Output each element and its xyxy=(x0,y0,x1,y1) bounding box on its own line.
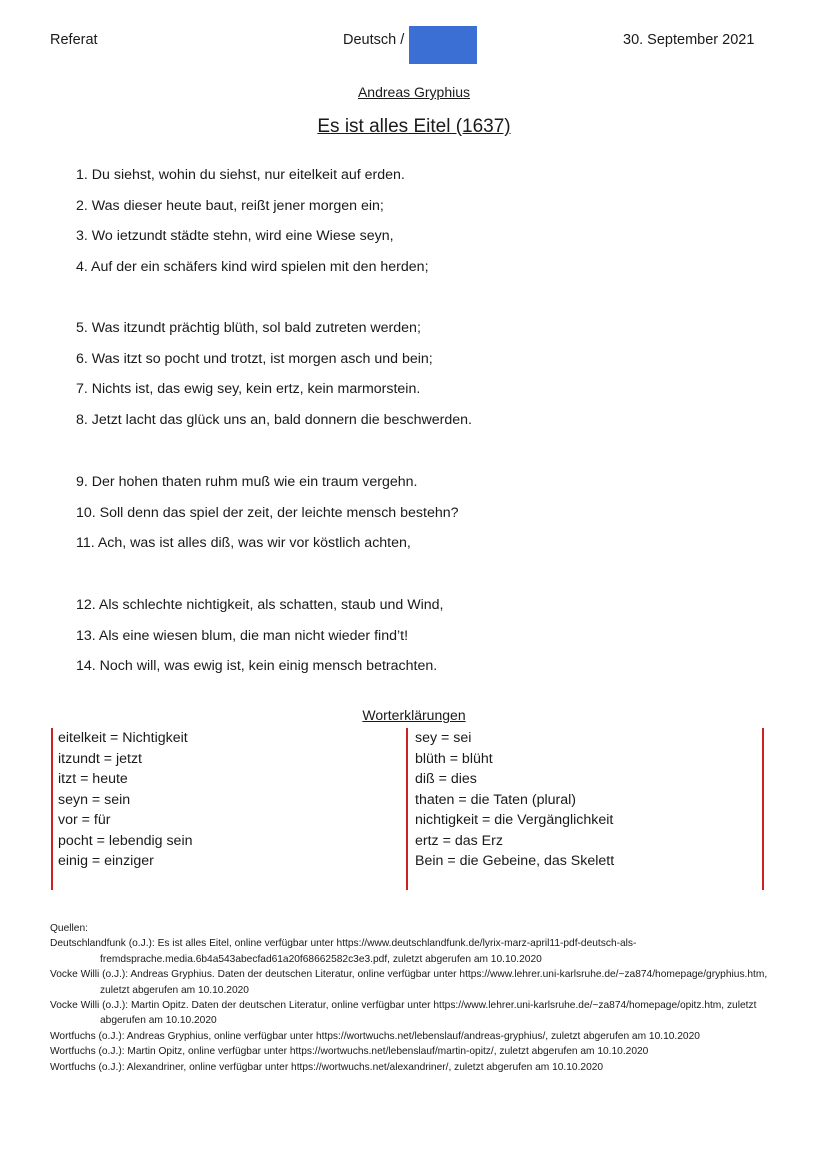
verse-line: 14. Noch will, was ewig ist, kein einig mensch betrachten. xyxy=(76,658,438,675)
glossary-entry: ertz = das Erz xyxy=(415,832,503,849)
verse-line: 2. Was dieser heute baut, reißt jener morgen ein; xyxy=(76,197,384,214)
stanza xyxy=(76,319,472,441)
glossary-entry: nichtigkeit = die Vergänglichkeit xyxy=(415,812,614,828)
verse-line: 4. Auf der ein schäfers kind wird spielen mit den herden; xyxy=(76,258,429,275)
verse-line: 3. Wo ietzundt städte stehn, wird eine Wiese seyn, xyxy=(76,228,394,245)
source-entry: Wortfuchs (o.J.): Andreas Gryphius, online verfügbar unter https://wortwuchs.net/lebenslauf/andreas-gryphius/, zuletzt abgerufen am 10.10.2020 xyxy=(50,1030,700,1042)
glossary-column-left xyxy=(58,729,193,873)
source-entry: Wortfuchs (o.J.): Martin Opitz, online verfügbar unter https://wortwuchs.net/lebenslauf/martin-opitz/, zuletzt abgerufen am 10.10.2020 xyxy=(50,1046,649,1058)
verse-line: 1. Du siehst, wohin du siehst, nur eitelkeit auf erden. xyxy=(76,167,405,183)
source-entry: Wortfuchs (o.J.): Alexandriner, online verfügbar unter https://wortwuchs.net/alexandriner/, zuletzt abgerufen am 10.10.2020 xyxy=(50,1061,604,1073)
redacted-name-box xyxy=(409,26,477,64)
glossary-entry: diß = dies xyxy=(415,771,477,787)
glossary-column-right xyxy=(415,729,614,873)
verse-line: 10. Soll denn das spiel der zeit, der leichte mensch bestehn? xyxy=(76,504,459,521)
glossary-title: Worterklärungen xyxy=(362,707,466,723)
glossary-rule-left xyxy=(51,728,53,890)
glossary-entry: pocht = lebendig sein xyxy=(58,832,193,849)
header-date: 30. September 2021 xyxy=(623,32,755,48)
glossary-entry: vor = für xyxy=(58,812,111,828)
verse-line: 13. Als eine wiesen blum, die man nicht wieder find’t! xyxy=(76,627,409,644)
verse-line: 12. Als schlechte nichtigkeit, als schatten, staub und Wind, xyxy=(76,597,444,613)
glossary-entry: blüth = blüht xyxy=(415,750,493,767)
glossary-entry: Bein = die Gebeine, das Skelett xyxy=(415,853,615,869)
sources-label: Quellen: xyxy=(50,923,88,934)
source-entry: Deutschlandfunk (o.J.): Es ist alles Eitel, online verfügbar unter https://www.deutschlandfunk.de/lyrix-marz-april11-pdf-deutsch-als-fremdsprache.media.6b4a543abecfad61a20f68662582c3e3.pdf, zuletzt abgerufen am 10.10.2020 xyxy=(50,938,637,965)
verse-line: 6. Was itzt so pocht und trotzt, ist morgen asch und bein; xyxy=(76,350,433,367)
verse-line: 11. Ach, was ist alles diß, was wir vor köstlich achten, xyxy=(76,535,411,552)
glossary-entry: einig = einziger xyxy=(58,853,154,869)
glossary-entry: itzundt = jetzt xyxy=(58,750,142,767)
glossary-entry: thaten = die Taten (plural) xyxy=(415,791,577,808)
glossary-rule-right xyxy=(762,728,764,890)
glossary-entry: itzt = heute xyxy=(58,771,128,787)
stanza xyxy=(76,166,429,288)
verse-line: 7. Nichts ist, das ewig sey, kein ertz, kein marmorstein. xyxy=(76,381,421,398)
poem-author: Andreas Gryphius xyxy=(357,84,471,100)
verse-line: 8. Jetzt lacht das glück uns an, bald donnern die beschwerden. xyxy=(76,411,472,428)
glossary-entry: eitelkeit = Nichtigkeit xyxy=(58,730,188,746)
glossary-rule-middle xyxy=(406,728,408,890)
stanza xyxy=(76,596,444,688)
verse-line: 9. Der hohen thaten ruhm muß wie ein traum vergehn. xyxy=(76,474,418,490)
source-entry: Vocke Willi (o.J.): Martin Opitz. Daten der deutschen Literatur, online verfügbar unter https://www.lehrer.uni-karlsruhe.de/~za874/homepage/opitz.htm, zuletzt abgerufen am 10.10.2020 xyxy=(50,1000,757,1027)
stanza xyxy=(76,473,459,565)
sources-section xyxy=(50,921,770,1075)
verse-line: 5. Was itzundt prächtig blüth, sol bald zutreten werden; xyxy=(76,320,421,336)
glossary-entry: sey = sei xyxy=(415,730,472,746)
poem-title: Es ist alles Eitel (1637) xyxy=(317,116,511,137)
header-course: Deutsch / xyxy=(343,32,405,48)
source-entry: Vocke Willi (o.J.): Andreas Gryphius. Daten der deutschen Literatur, online verfügbar unter https://www.lehrer.uni-karlsruhe.de/~za874/homepage/gryphius.htm, zuletzt abgerufen am 10.10.2020 xyxy=(50,969,768,996)
glossary-entry: seyn = sein xyxy=(58,791,131,808)
header-subject: Referat xyxy=(50,32,98,48)
